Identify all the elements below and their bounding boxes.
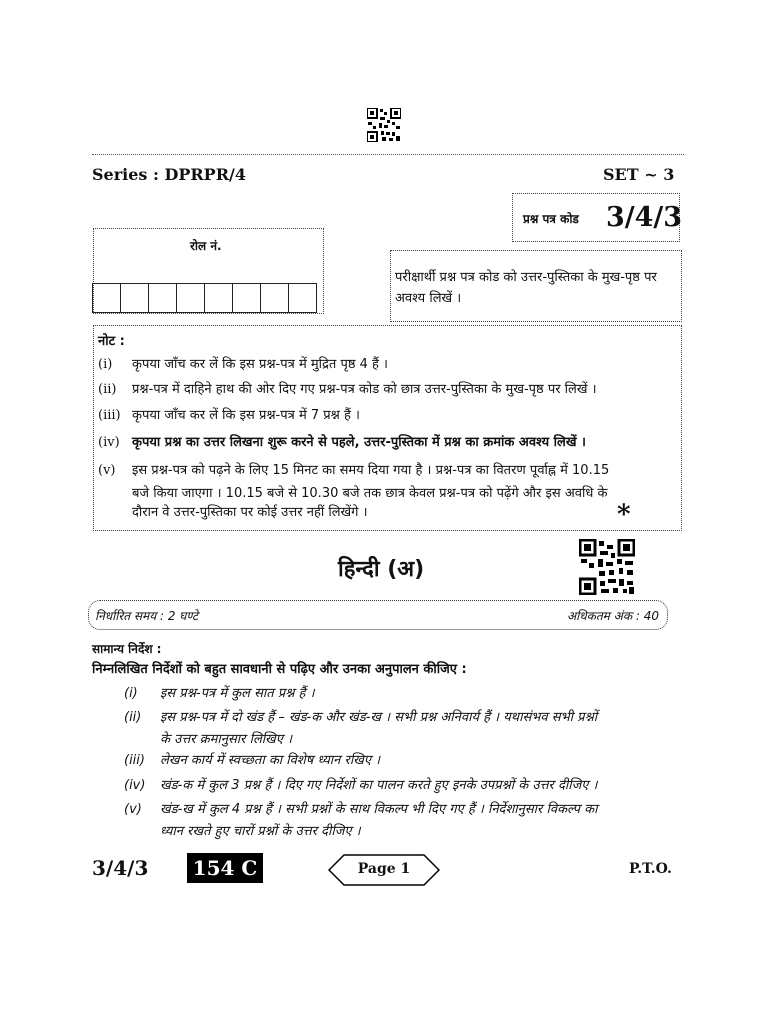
- note-item: (iii) कृपया जाँच कर लें कि इस प्रश्न-पत्र में 7 प्रश्न हैं ।: [98, 408, 360, 423]
- roll-cell[interactable]: [204, 283, 233, 313]
- paper-code-box: [512, 193, 683, 242]
- footer-paper-code: 3/4/3: [92, 856, 149, 880]
- note-item: (ii) प्रश्न-पत्र में दाहिने हाथ की ओर दिए गए प्रश्न-पत्र कोड को छात्र उत्तर-पुस्तिका के मुख-पृष्ठ पर लिखें ।: [98, 382, 597, 397]
- instruction-item: (i) इस प्रश्न-पत्र में कुल सात प्रश्न हैं ।: [124, 686, 315, 701]
- roll-number-cells: [93, 283, 317, 313]
- roll-cell[interactable]: [288, 283, 317, 313]
- top-divider: [92, 154, 684, 155]
- time-marks-box: [88, 600, 668, 630]
- roll-cell[interactable]: [232, 283, 261, 313]
- roll-cell[interactable]: [148, 283, 177, 313]
- subject-title: हिन्दी (अ): [338, 557, 425, 582]
- instructions-heading: सामान्य निर्देश :: [92, 642, 162, 656]
- candidate-note-text: परीक्षार्थी प्रश्न पत्र कोड को उत्तर-पुस्तिका के मुख-पृष्ठ पर अवश्य लिखें ।: [395, 270, 657, 306]
- note-item: (iv) कृपया प्रश्न का उत्तर लिखना शुरू करने से पहले, उत्तर-पुस्तिका में प्रश्न का क्रमांक अवश्य लिखें ।: [98, 435, 586, 450]
- note-title: नोट :: [98, 334, 125, 349]
- qr-code-icon: [579, 539, 635, 595]
- note-item-cont: दौरान वे उत्तर-पुस्तिका पर कोई उत्तर नहीं लिखेंगे ।: [132, 505, 368, 520]
- series-label: Series : DPRPR/4: [92, 165, 246, 184]
- page-number: Page 1: [357, 861, 411, 877]
- instruction-item: (iii) लेखन कार्य में स्वच्छता का विशेष ध्यान रखिए ।: [124, 753, 381, 768]
- qr-code-icon: [367, 108, 401, 142]
- instruction-item: (iv) खंड-क में कुल 3 प्रश्न हैं । दिए गए निर्देशों का पालन करते हुए इनके उपप्रश्नों के उत्तर दीजिए ।: [124, 778, 598, 793]
- star-mark: *: [617, 500, 631, 530]
- roll-number-label: रोल नं.: [190, 239, 222, 253]
- pto-label: P.T.O.: [629, 861, 672, 877]
- candidate-note-box: [390, 250, 682, 322]
- paper-code-label: प्रश्न पत्र कोड: [523, 212, 579, 226]
- instruction-item: (ii) इस प्रश्न-पत्र में दो खंड हैं – खंड-क और खंड-ख । सभी प्रश्न अनिवार्य हैं । यथासंभव सभी प्रश्नों के उत्तर क्रमानुसार लिखिए ।: [124, 710, 598, 747]
- note-item: (i) कृपया जाँच कर लें कि इस प्रश्न-पत्र में मुद्रित पृष्ठ 4 हैं ।: [98, 357, 388, 372]
- max-marks: अधिकतम अंक : 40: [566, 609, 659, 623]
- roll-cell[interactable]: [260, 283, 289, 313]
- instruction-item: (v) खंड-ख में कुल 4 प्रश्न हैं । सभी प्रश्नों के साथ विकल्प भी दिए गए हैं । निर्देशानुसार विकल्प का ध्यान रखते हुए चारों प्रश्नों के उत्तर दीजिए ।: [124, 802, 598, 839]
- set-label: SET ~ 3: [603, 165, 675, 184]
- roll-cell[interactable]: [92, 283, 121, 313]
- note-item-cont: बजे किया जाएगा । 10.15 बजे से 10.30 बजे तक छात्र केवल प्रश्न-पत्र को पढ़ेंगे और इस अवधि के: [132, 486, 608, 501]
- note-item: (v) इस प्रश्न-पत्र को पढ़ने के लिए 15 मिनट का समय दिया गया है । प्रश्न-पत्र का वितरण पूर्वाह्न में 10.15: [98, 463, 610, 478]
- roll-cell[interactable]: [176, 283, 205, 313]
- roll-cell[interactable]: [120, 283, 149, 313]
- instructions-intro: निम्नलिखित निर्देशों को बहुत सावधानी से पढ़िए और उनका अनुपालन कीजिए :: [92, 662, 467, 677]
- time-allowed: निर्धारित समय : 2 घण्टे: [95, 609, 199, 623]
- paper-code: 3/4/3: [606, 202, 683, 233]
- footer-box-code: 154 C: [187, 853, 263, 883]
